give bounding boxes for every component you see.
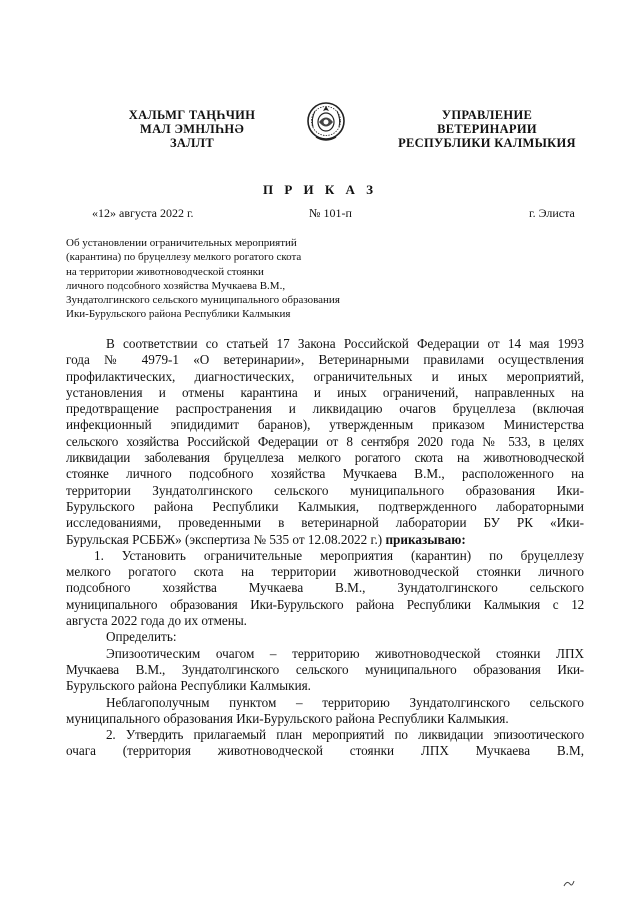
header-left — [112, 108, 272, 150]
body-line: стоянке личного подсобного хозяйства Мучкаева В.М., расположенного на — [66, 466, 584, 482]
body-line-last — [66, 532, 584, 548]
header-right-line: РЕСПУБЛИКИ КАЛМЫКИЯ — [398, 136, 576, 150]
subject-line: Зундатолгинского сельского муниципального образования — [66, 294, 340, 307]
body-line: В соответствии со статьей 17 Закона Российской Федерации от 14 мая 1993 — [106, 336, 584, 351]
body-line: ликвидации заболевания бруцеллеза мелкого рогатого скота на животноводческой — [66, 450, 584, 466]
body-line: установления и отмены карантина и иных ограничений, направленных на — [66, 384, 584, 400]
order-number: № 101-п — [309, 206, 352, 220]
body-line: сельского хозяйства Российской Федерации от 8 сентября 2020 года № 533, в целях — [66, 433, 584, 449]
body-text: Бурульская РСББЖ» (экспертиза № 535 от 12.08.2022 г.) — [66, 531, 383, 547]
header-right-line: УПРАВЛЕНИЕ — [441, 108, 533, 122]
header-right — [392, 108, 582, 150]
body-line: подсобного хозяйства Мучкаева В.М., Зундатолгинского сельского — [66, 580, 584, 596]
order-body — [66, 336, 584, 760]
body-line: мелкого рогатого скота на территории животноводческой стоянки личного — [66, 564, 584, 580]
body-line: инфекционный эпидидимит баранов), утвержденным приказом Министерства — [66, 417, 584, 433]
order-date: «12» августа 2022 г. — [92, 206, 194, 220]
header-right-line: ВЕТЕРИНАРИИ — [437, 122, 537, 136]
header-left-line: ХАЛЬМГ ТАҢҺЧИН — [128, 108, 256, 122]
body-line: Бурульского района Республики Калмыкия, подтвержденного лабораторными — [66, 498, 584, 514]
body-line: Мучкаева В.М., Зундатолгинского сельского муниципального образования Ики- — [66, 661, 584, 677]
header-left-line: МАЛ ЭМНЛҺНӘ — [139, 122, 244, 136]
body-line: 1. Установить ограничительные мероприятия (карантин) по бруцеллезу — [94, 547, 584, 563]
subject-line: на территории животноводческой стоянки — [66, 265, 264, 278]
coat-of-arms-icon — [305, 97, 347, 147]
body-line: профилактических, диагностических, ограничительных и иных мероприятий, — [66, 368, 584, 384]
body-line: муниципального образования Ики-Бурульского района Республики Калмыкия с 12 — [66, 596, 584, 612]
body-line: предотвращение распространения и ликвидацию очагов бруцеллеза (включая — [66, 401, 584, 417]
page-mark-icon — [562, 878, 576, 888]
order-city: г. Элиста — [529, 206, 575, 220]
subject-line: Ики-Бурульского района Республики Калмыкия — [66, 308, 291, 321]
body-line: Неблагополучным пунктом – территорию Зундатолгинского сельского — [106, 694, 584, 710]
body-line: муниципального образования Ики-Бурульского района Республики Калмыкия. — [66, 710, 509, 726]
subject-line: личного подсобного хозяйства Мучкаева В.М., — [66, 279, 286, 292]
document-title: П Р И К А З — [262, 182, 378, 197]
body-line: Бурульского района Республики Калмыкия. — [66, 678, 311, 694]
order-subject — [66, 236, 340, 322]
body-line: 2. Утвердить прилагаемый план мероприятий по ликвидации эпизоотического — [106, 727, 584, 743]
body-line: года № 4979-1 «О ветеринарии», Ветеринарными правилами осуществления — [66, 352, 584, 368]
subject-line: (карантина) по бруцеллезу мелкого рогатого скота — [66, 251, 302, 264]
body-line: августа 2022 года до их отмены. — [66, 613, 247, 629]
body-line: Эпизоотическим очагом – территорию животноводческой стоянки ЛПХ — [106, 645, 584, 661]
header-left-line: ЗАЛЛТ — [169, 136, 215, 150]
subject-line: Об установлении ограничительных мероприятий — [66, 237, 297, 249]
order-verb: приказываю: — [385, 531, 466, 547]
body-line: исследованиями, проведенными в ветеринарной лаборатории БУ РК «Ики- — [66, 515, 584, 531]
body-line: территории Зундатолгинского сельского муниципального образования Ики- — [66, 482, 584, 498]
body-line: Определить: — [106, 629, 177, 645]
body-line: очага (территория животноводческой стоянки ЛПХ Мучкаева В.М, — [66, 743, 584, 759]
